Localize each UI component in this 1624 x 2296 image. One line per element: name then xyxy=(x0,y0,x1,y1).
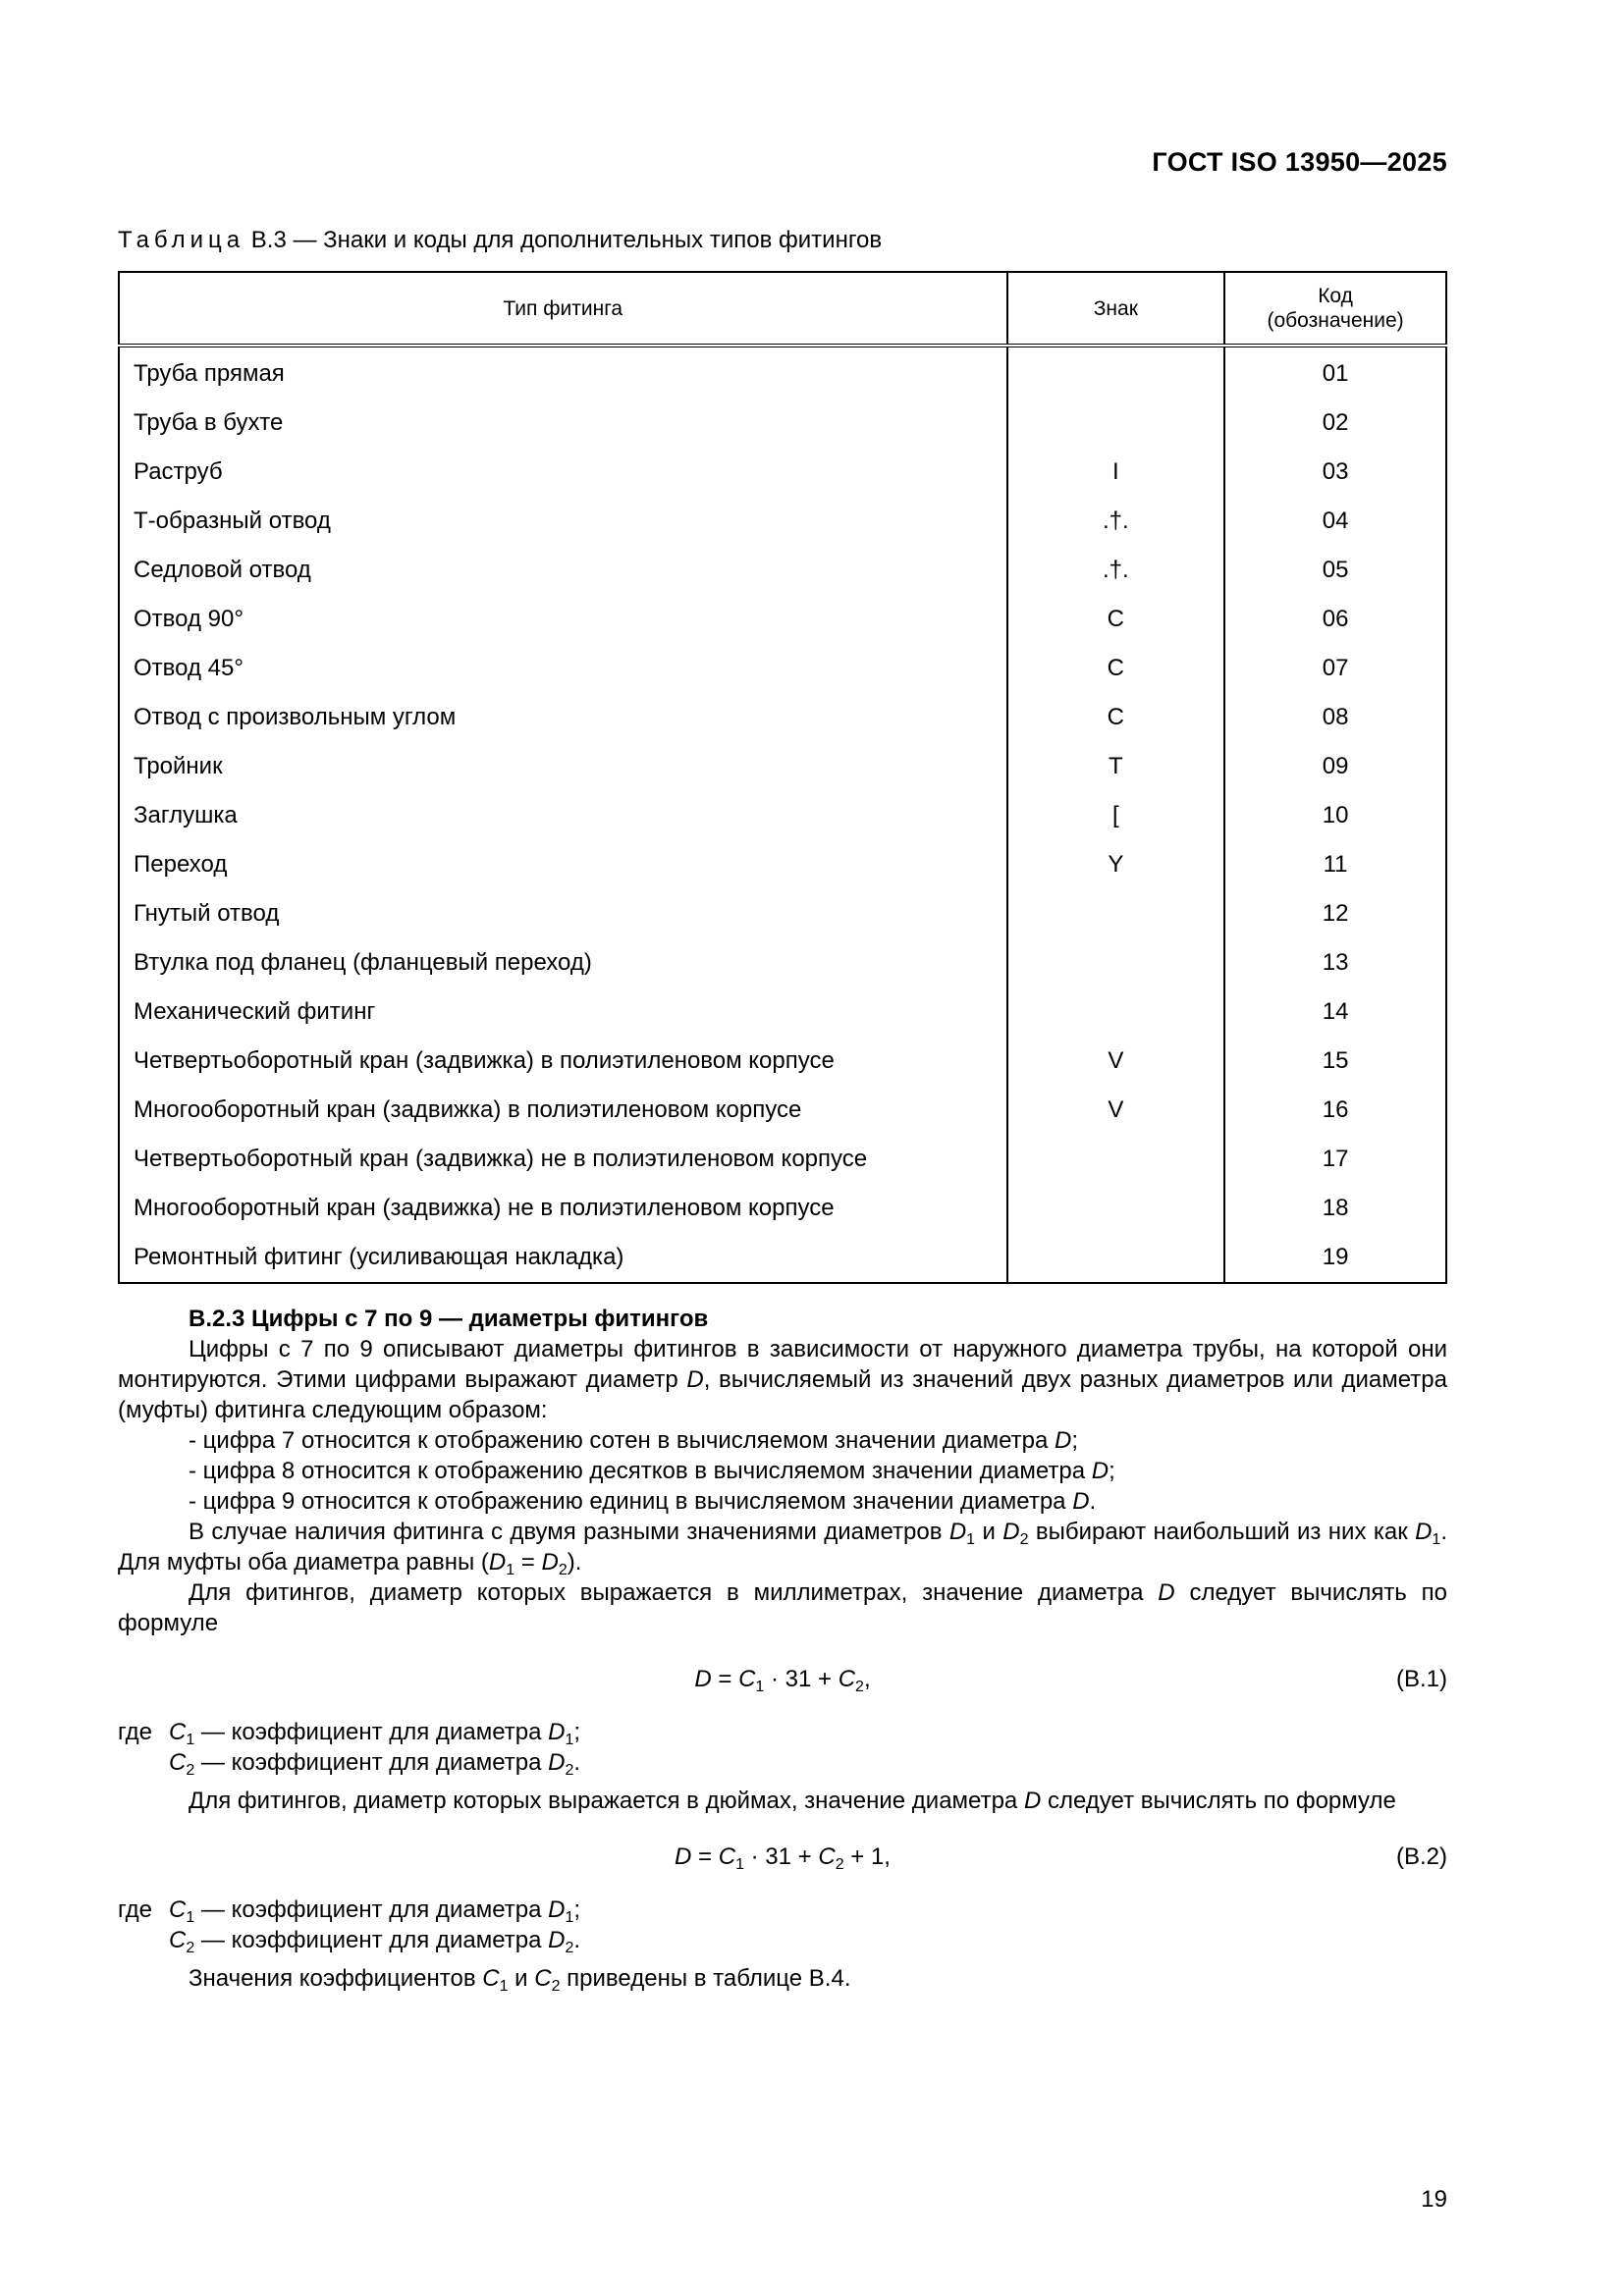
row-name: Втулка под фланец (фланцевый переход) xyxy=(119,938,1007,988)
row-sign xyxy=(1007,988,1225,1037)
row-sign xyxy=(1007,938,1225,988)
header-type: Тип фитинга xyxy=(119,272,1007,346)
row-code: 03 xyxy=(1224,448,1446,497)
row-sign xyxy=(1007,1184,1225,1233)
row-sign: C xyxy=(1007,644,1225,693)
table-row xyxy=(119,791,1446,840)
row-name: Четвертьоборотный кран (задвижка) не в полиэтиленовом корпусе xyxy=(119,1135,1007,1184)
row-code: 12 xyxy=(1224,889,1446,938)
table-row xyxy=(119,595,1446,644)
row-name: Отвод 90° xyxy=(119,595,1007,644)
row-code: 11 xyxy=(1224,840,1446,889)
row-code: 15 xyxy=(1224,1037,1446,1086)
table-row xyxy=(119,448,1446,497)
table-row xyxy=(119,399,1446,448)
formula-b2-expression: $D = C_1 \cdot 31 + C_2 + 1$, xyxy=(675,1843,891,1873)
list-item-digit-8: - цифра 8 относится к отображению десятков в вычисляемом значении диаметра D; xyxy=(189,1458,1115,1484)
row-name: Многооборотный кран (задвижка) не в полиэтиленовом корпусе xyxy=(119,1184,1007,1233)
table-row xyxy=(119,742,1446,791)
header-code-line2: (обозначение) xyxy=(1267,309,1404,332)
list-item-digit-7: - цифра 7 относится к отображению сотен в вычисляемом значении диаметра D; xyxy=(189,1427,1078,1454)
row-name: Тройник xyxy=(119,742,1007,791)
table-caption xyxy=(118,226,882,255)
row-sign xyxy=(1007,346,1225,399)
where-c2-second: $C_2$ — коэффициент для диаметра $D_2$. xyxy=(169,1927,581,1956)
row-code: 04 xyxy=(1224,497,1446,546)
header-sign: Знак xyxy=(1007,272,1225,346)
row-sign: C xyxy=(1007,693,1225,742)
row-name: Труба прямая xyxy=(119,346,1007,399)
formula-b1-number: (В.1) xyxy=(1395,1666,1447,1692)
formula-b1-expression: $D = C_1 \cdot 31 + C_2$, xyxy=(694,1666,871,1695)
row-code: 07 xyxy=(1224,644,1446,693)
row-name: Отвод 45° xyxy=(119,644,1007,693)
formula-b1 xyxy=(118,1644,1447,1717)
row-name: Т-образный отвод xyxy=(119,497,1007,546)
paragraph-1: Цифры с 7 по 9 описывают диаметры фитингов в зависимости от наружного диаметра трубы, на которой они монтируются. Этими цифрами выражают диаметр D, вычисляемый из значений двух разных диаметров или диаметра (муфты) фитинга следующим образом: xyxy=(118,1336,1447,1423)
row-name: Гнутый отвод xyxy=(119,889,1007,938)
table-row xyxy=(119,1037,1446,1086)
row-name: Седловой отвод xyxy=(119,546,1007,595)
row-name: Заглушка xyxy=(119,791,1007,840)
header-code-line1: Код xyxy=(1318,285,1353,307)
table-header-row xyxy=(119,272,1446,346)
row-sign: I xyxy=(1007,448,1225,497)
table-body xyxy=(119,346,1446,1283)
table-row xyxy=(119,546,1446,595)
table-row xyxy=(119,840,1446,889)
paragraph-5: Значения коэффициентов $C_1$ и $C_2$ приведены в таблице В.4. xyxy=(189,1965,851,1995)
row-code: 10 xyxy=(1224,791,1446,840)
row-code: 02 xyxy=(1224,399,1446,448)
row-code: 17 xyxy=(1224,1135,1446,1184)
section-body xyxy=(118,1304,1447,1994)
row-sign: T xyxy=(1007,742,1225,791)
row-code: 19 xyxy=(1224,1233,1446,1283)
table-row xyxy=(119,693,1446,742)
table-caption-text: В.3 — Знаки и коды для дополнительных типов фитингов xyxy=(244,227,883,253)
row-name: Труба в бухте xyxy=(119,399,1007,448)
table-row xyxy=(119,1086,1446,1135)
paragraph-3: Для фитингов, диаметр которых выражается в миллиметрах, значение диаметра D следует вычислять по формуле xyxy=(118,1579,1447,1636)
row-sign: .†. xyxy=(1007,546,1225,595)
paragraph-4: Для фитингов, диаметр которых выражается в дюймах, значение диаметра D следует вычислять по формуле xyxy=(189,1788,1396,1814)
row-code: 18 xyxy=(1224,1184,1446,1233)
header-code xyxy=(1224,272,1446,346)
paragraph-2: В случае наличия фитинга с двумя разными значениями диаметров $D_1$ и $D_2$ выбирают наибольший из них как $D_1$. Для муфты оба диаметра равны $(D_1 = D_2)$. xyxy=(118,1519,1447,1578)
document-header: ГОСТ ISO 13950—2025 xyxy=(1152,147,1447,177)
table-row xyxy=(119,1135,1446,1184)
row-sign xyxy=(1007,889,1225,938)
row-sign xyxy=(1007,1135,1225,1184)
table-row xyxy=(119,938,1446,988)
row-name: Ремонтный фитинг (усиливающая накладка) xyxy=(119,1233,1007,1283)
row-name: Четвертьоборотный кран (задвижка) в полиэтиленовом корпусе xyxy=(119,1037,1007,1086)
row-name: Механический фитинг xyxy=(119,988,1007,1037)
row-name: Переход xyxy=(119,840,1007,889)
table-row xyxy=(119,644,1446,693)
row-code: 08 xyxy=(1224,693,1446,742)
row-code: 01 xyxy=(1224,346,1446,399)
where-c2-first: $C_2$ — коэффициент для диаметра $D_2$. xyxy=(169,1749,581,1779)
row-name: Многооборотный кран (задвижка) в полиэтиленовом корпусе xyxy=(119,1086,1007,1135)
table-row xyxy=(119,1184,1446,1233)
row-code: 13 xyxy=(1224,938,1446,988)
row-sign: V xyxy=(1007,1037,1225,1086)
formula-b2 xyxy=(118,1822,1447,1895)
page-number: 19 xyxy=(1421,2186,1447,2213)
where-c1-second: где $C_1$ — коэффициент для диаметра $D_1$; xyxy=(118,1896,581,1926)
row-sign: V xyxy=(1007,1086,1225,1135)
table-row xyxy=(119,346,1446,399)
row-name: Раструб xyxy=(119,448,1007,497)
row-code: 05 xyxy=(1224,546,1446,595)
fittings-table xyxy=(118,271,1447,1284)
row-code: 09 xyxy=(1224,742,1446,791)
table-row xyxy=(119,889,1446,938)
list-item-digit-9: - цифра 9 относится к отображению единиц в вычисляемом значении диаметра D. xyxy=(189,1488,1097,1515)
where-c1-first: где $C_1$ — коэффициент для диаметра $D_1$; xyxy=(118,1719,581,1748)
section-heading: В.2.3 Цифры с 7 по 9 — диаметры фитингов xyxy=(189,1306,709,1332)
row-code: 14 xyxy=(1224,988,1446,1037)
table-row xyxy=(119,497,1446,546)
row-sign: [ xyxy=(1007,791,1225,840)
row-sign xyxy=(1007,399,1225,448)
row-sign: C xyxy=(1007,595,1225,644)
row-code: 06 xyxy=(1224,595,1446,644)
row-sign: Y xyxy=(1007,840,1225,889)
table-caption-prefix: Таблица xyxy=(118,227,245,253)
formula-b2-number: (В.2) xyxy=(1395,1843,1447,1870)
row-sign xyxy=(1007,1233,1225,1283)
table-row xyxy=(119,988,1446,1037)
row-name: Отвод с произвольным углом xyxy=(119,693,1007,742)
row-sign: .†. xyxy=(1007,497,1225,546)
row-code: 16 xyxy=(1224,1086,1446,1135)
table-row xyxy=(119,1233,1446,1283)
